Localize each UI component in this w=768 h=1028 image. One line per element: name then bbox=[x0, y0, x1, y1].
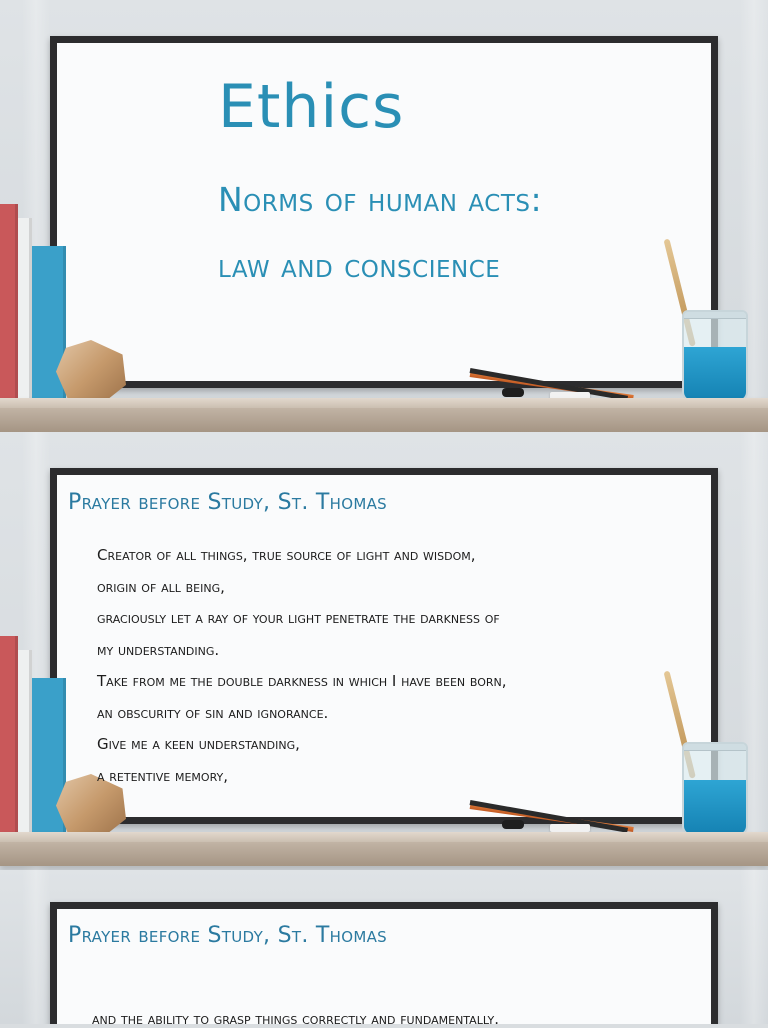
slide-subtitle-line1: Norms of human acts: bbox=[218, 180, 543, 219]
book-white bbox=[18, 650, 32, 832]
prayer-line: a retentive memory, bbox=[97, 766, 229, 785]
whiteboard bbox=[50, 902, 718, 1024]
book-red bbox=[0, 636, 18, 832]
wall-stripe bbox=[22, 870, 50, 1024]
prayer-line: Give me a keen understanding, bbox=[97, 735, 300, 753]
ink-jar bbox=[682, 742, 748, 836]
prayer-line: an obscurity of sin and ignorance. bbox=[97, 703, 329, 722]
wall-stripe bbox=[740, 870, 768, 1024]
wooden-shelf bbox=[0, 832, 768, 866]
prayer-line: and the ability to grasp things correctly and fundamentally. bbox=[92, 1010, 499, 1028]
prayer-line: graciously let a ray of your light penetrate the darkness of bbox=[97, 609, 500, 627]
prayer-line: my understanding. bbox=[97, 640, 220, 659]
binder-clip bbox=[502, 388, 524, 397]
slide-heading: Prayer before Study, St. Thomas bbox=[68, 923, 387, 948]
prayer-text bbox=[97, 540, 687, 792]
prayer-line: origin of all being, bbox=[97, 577, 225, 596]
slide-heading: Prayer before Study, St. Thomas bbox=[68, 490, 387, 515]
ink-jar bbox=[682, 310, 748, 402]
book-red bbox=[0, 204, 18, 398]
prayer-line: Creator of all things, true source of light and wisdom, bbox=[97, 546, 476, 564]
prayer-line: Take from me the double darkness in which I have been born, bbox=[97, 672, 507, 690]
wooden-shelf bbox=[0, 398, 768, 432]
binder-clip bbox=[502, 820, 524, 829]
slide-title: Ethics bbox=[218, 72, 405, 142]
eraser bbox=[550, 824, 590, 832]
book-white bbox=[18, 218, 32, 398]
slide-subtitle-line2: law and conscience bbox=[218, 246, 501, 285]
slide-1 bbox=[0, 0, 768, 432]
